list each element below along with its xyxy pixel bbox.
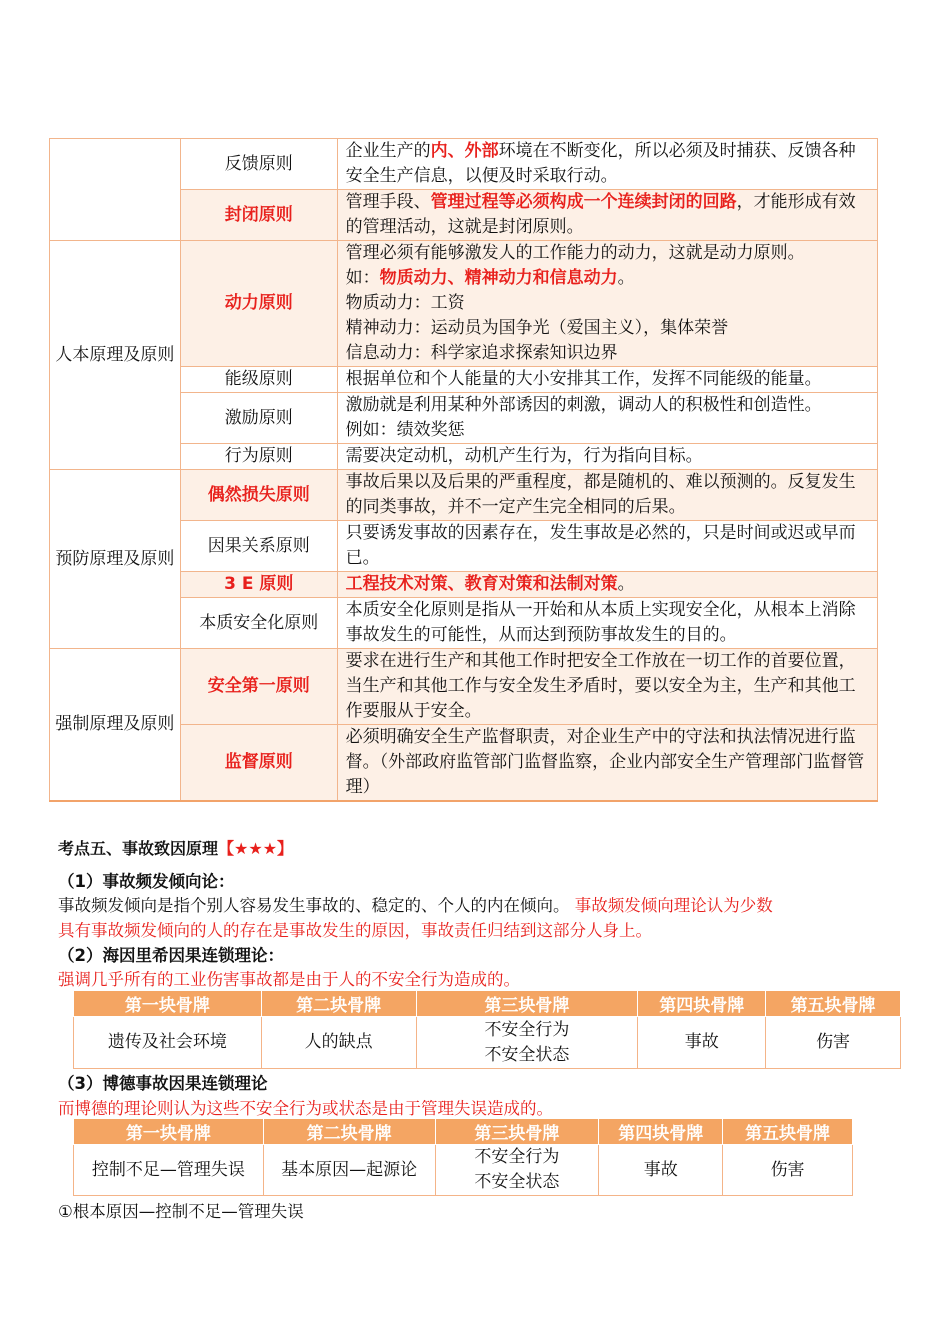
domino-cell — [435, 1145, 599, 1196]
description-line — [346, 291, 871, 316]
principle-name: 动力原则 — [180, 241, 337, 367]
bird-header-row — [74, 1119, 853, 1145]
domino-header: 第五块骨牌 — [723, 1119, 853, 1145]
principles-table — [49, 138, 878, 802]
description-segment: 要求在进行生产和其他工作时把安全工作放在一切工作的首要位置，当生产和其他工作与安全发生矛盾时，要以安全为主，生产和其他工作要服从于安全。 — [345, 651, 856, 721]
section-title-text: 考点五、事故致因原理 — [58, 839, 219, 858]
heinrich-data-row — [74, 1017, 901, 1069]
domino-cell-line: 人的缺点 — [304, 1032, 373, 1052]
principle-row — [50, 241, 878, 367]
principle-description — [337, 470, 877, 521]
principle-name: 3 E 原则 — [180, 572, 337, 598]
domino-cell — [766, 1017, 901, 1069]
domino-cell-line: 控制不足—管理失误 — [91, 1159, 245, 1180]
description-segment: 信息动力：科学家追求探索知识边界 — [345, 343, 618, 363]
principle-category — [50, 139, 181, 241]
domino-cell — [263, 1145, 435, 1196]
description-segment: 如： — [345, 268, 380, 288]
footer-line: ①根本原因—控制不足—管理失误 — [58, 1202, 304, 1221]
principle-name: 偶然损失原则 — [180, 470, 337, 521]
domino-cell-line: 伤害 — [816, 1032, 851, 1052]
description-line — [346, 521, 871, 571]
principle-description — [337, 725, 877, 802]
description-line — [346, 598, 871, 648]
principle-description — [337, 598, 877, 649]
bird-domino-table — [73, 1118, 853, 1196]
sub1-text-red-2: 具有事故频发倾向的人的存在是事故发生的原因，事故责任归结到这部分人身上。 — [58, 921, 652, 940]
description-segment: 激励就是利用某种外部诱因的刺激，调动人的积极性和创造性。 — [345, 395, 822, 415]
description-segment: 例如：绩效奖惩 — [345, 420, 465, 440]
domino-cell — [261, 1017, 416, 1069]
domino-cell-line: 不安全状态 — [484, 1044, 570, 1065]
domino-cell-line: 不安全行为 — [474, 1147, 560, 1167]
principle-name: 行为原则 — [180, 444, 337, 470]
sub3-text-red: 而博德的理论则认为这些不安全行为或状态是由于管理失误造成的。 — [58, 1099, 553, 1118]
domino-cell — [416, 1017, 638, 1069]
domino-cell-line: 不安全行为 — [484, 1019, 570, 1040]
description-line — [346, 393, 871, 418]
description-segment: 事故后果以及后果的严重程度，都是随机的、难以预测的。反复发生的同类事故，并不一定产生完全相同的后果。 — [345, 472, 856, 517]
description-line — [346, 266, 871, 291]
domino-cell-line: 事故 — [643, 1159, 678, 1180]
sub1-text-plain: 事故频发倾向是指个别人容易发生事故的、稳定的、个人的内在倾向。 — [58, 896, 570, 915]
description-segment: 管理过程等必须构成一个连续封闭的回路 — [430, 192, 737, 212]
domino-cell — [723, 1145, 853, 1196]
description-segment: 。 — [617, 574, 635, 594]
description-line — [346, 139, 871, 189]
domino-header: 第四块骨牌 — [638, 991, 766, 1017]
description-line — [346, 316, 871, 341]
description-segment: 。 — [617, 268, 635, 288]
description-segment: 需要决定动机，动机产生行为，行为指向目标。 — [345, 446, 703, 466]
description-segment: 企业生产的 — [345, 141, 431, 161]
description-segment: 内、外部 — [430, 141, 499, 161]
description-line — [346, 367, 871, 392]
principle-description — [337, 367, 877, 393]
principle-category: 人本原理及原则 — [50, 241, 181, 470]
description-segment: 管理手段、 — [345, 192, 431, 212]
domino-header: 第二块骨牌 — [261, 991, 416, 1017]
principle-name: 激励原则 — [180, 393, 337, 444]
description-segment: 环境在不断变化，所以必须及时捕获、反馈各种安全生产信息，以便及时采取行动。 — [345, 141, 856, 186]
principle-description — [337, 572, 877, 598]
description-line — [346, 444, 871, 469]
principle-description — [337, 649, 877, 725]
principle-description — [337, 241, 877, 367]
description-line — [346, 341, 871, 366]
principle-name: 安全第一原则 — [180, 649, 337, 725]
principle-row — [50, 139, 878, 190]
description-segment: 物质动力、精神动力和信息动力 — [379, 268, 618, 288]
principle-name: 本质安全化原则 — [180, 598, 337, 649]
principle-name: 反馈原则 — [180, 139, 337, 190]
principle-row — [50, 649, 878, 725]
description-segment: ，才能形成有效的管理活动，这就是封闭原则。 — [345, 192, 856, 237]
principle-description — [337, 190, 877, 241]
domino-header: 第一块骨牌 — [74, 1119, 264, 1145]
description-line — [346, 725, 871, 800]
principle-name: 因果关系原则 — [180, 521, 337, 572]
domino-header: 第三块骨牌 — [416, 991, 638, 1017]
principle-category: 预防原理及原则 — [50, 470, 181, 649]
domino-cell — [638, 1017, 766, 1069]
sub1-title: （1）事故频发倾向论： — [58, 872, 235, 891]
star-rating: 【★★★】 — [218, 839, 294, 858]
domino-cell-line: 伤害 — [770, 1159, 805, 1180]
principle-name: 监督原则 — [180, 725, 337, 802]
sub2-title: （2）海因里希因果连锁理论： — [58, 946, 284, 965]
principle-name: 封闭原则 — [180, 190, 337, 241]
sub1-text-red-1: 事故频发倾向理论认为少数 — [574, 896, 773, 915]
domino-header: 第三块骨牌 — [435, 1119, 599, 1145]
description-segment: 根据单位和个人能量的大小安排其工作，发挥不同能级的能量。 — [345, 369, 822, 389]
heinrich-header-row — [74, 991, 901, 1017]
principle-description — [337, 521, 877, 572]
sub1-text-line1 — [58, 892, 773, 916]
domino-header: 第五块骨牌 — [766, 991, 901, 1017]
description-segment: 本质安全化原则是指从一开始和从本质上实现安全化，从根本上消除事故发生的可能性，从而达到预防事故发生的目的。 — [345, 600, 856, 645]
sub3-title: （3）博德事故因果连锁理论 — [58, 1074, 268, 1093]
description-segment: 物质动力：工资 — [345, 293, 465, 313]
description-segment: 只要诱发事故的因素存在，发生事故是必然的，只是时间或迟或早而已。 — [345, 523, 856, 568]
description-segment: 精神动力：运动员为国争光（爱国主义），集体荣誉 — [345, 318, 729, 338]
description-line — [346, 418, 871, 443]
description-segment: 必须明确安全生产监督职责，对企业生产中的守法和执法情况进行监督。（外部政府监管部门监督监察，企业内部安全生产管理部门监督管理） — [345, 727, 865, 797]
domino-cell — [74, 1017, 262, 1069]
domino-header: 第一块骨牌 — [74, 991, 262, 1017]
heinrich-domino-table — [73, 990, 901, 1069]
domino-header: 第四块骨牌 — [599, 1119, 723, 1145]
domino-cell — [599, 1145, 723, 1196]
bird-data-row — [74, 1145, 853, 1196]
principle-row — [50, 470, 878, 521]
domino-cell-line: 不安全状态 — [474, 1172, 560, 1192]
section-title — [58, 836, 293, 859]
domino-cell-line: 事故 — [684, 1032, 719, 1052]
description-line — [346, 572, 871, 597]
description-line — [346, 470, 871, 520]
description-line — [346, 190, 871, 240]
domino-cell-line: 基本原因—起源论 — [281, 1159, 418, 1180]
domino-header: 第二块骨牌 — [263, 1119, 435, 1145]
principle-category: 强制原理及原则 — [50, 649, 181, 802]
principle-description — [337, 393, 877, 444]
principle-name: 能级原则 — [180, 367, 337, 393]
principle-description — [337, 139, 877, 190]
description-line — [346, 241, 871, 266]
domino-cell — [74, 1145, 264, 1196]
principle-description — [337, 444, 877, 470]
domino-cell-line: 遗传及社会环境 — [107, 1032, 227, 1052]
sub2-text-red: 强调几乎所有的工业伤害事故都是由于人的不安全行为造成的。 — [58, 970, 520, 989]
description-segment: 管理必须有能够激发人的工作能力的动力，这就是动力原则。 — [345, 243, 805, 263]
description-segment: 工程技术对策、教育对策和法制对策 — [345, 574, 618, 594]
description-line — [346, 649, 871, 724]
